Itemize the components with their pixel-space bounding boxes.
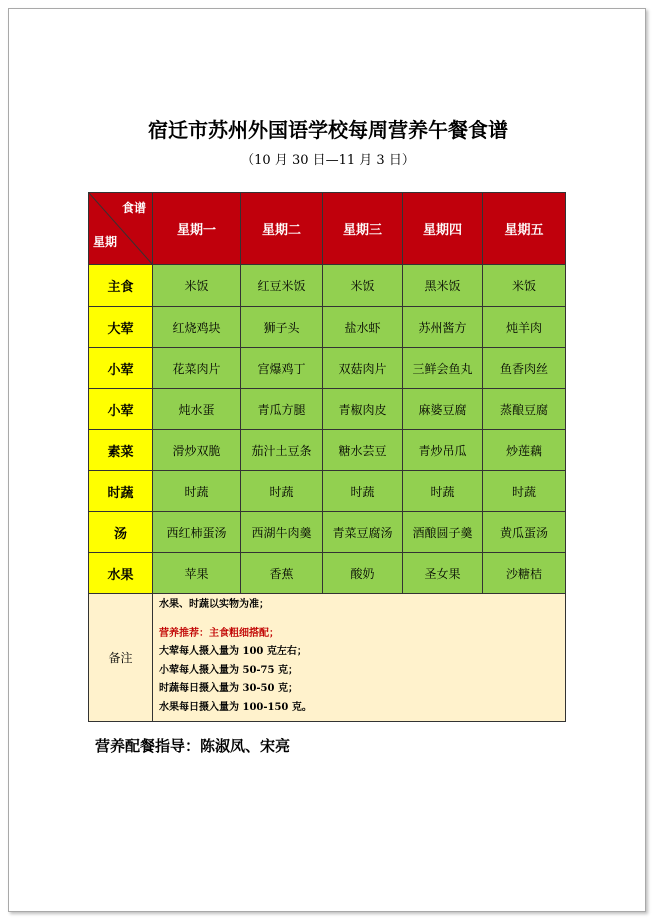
note-line: 水果、时蔬以实物为准； xyxy=(159,599,269,610)
row-label: 小荤 xyxy=(89,348,153,389)
menu-cell: 青炒吊瓜 xyxy=(403,430,483,471)
menu-cell: 宫爆鸡丁 xyxy=(241,348,323,389)
menu-cell: 糖水芸豆 xyxy=(323,430,403,471)
menu-cell: 红豆米饭 xyxy=(241,265,323,307)
note-line: 大荤每人摄入量为 100 克左右； xyxy=(159,646,307,657)
table-row xyxy=(89,265,566,307)
menu-cell: 炒莲藕 xyxy=(483,430,566,471)
row-label: 汤 xyxy=(89,512,153,553)
menu-cell: 盐水虾 xyxy=(323,307,403,348)
table-row xyxy=(89,512,566,553)
menu-cell: 炖羊肉 xyxy=(483,307,566,348)
menu-cell: 青菜豆腐汤 xyxy=(323,512,403,553)
menu-cell: 时蔬 xyxy=(153,471,241,512)
menu-cell: 炖水蛋 xyxy=(153,389,241,430)
row-label: 主食 xyxy=(89,265,153,307)
row-label: 大荤 xyxy=(89,307,153,348)
notes-label: 备注 xyxy=(89,594,153,722)
menu-cell: 时蔬 xyxy=(323,471,403,512)
note-spacer xyxy=(159,615,559,625)
menu-cell: 苏州酱方 xyxy=(403,307,483,348)
menu-cell: 黑米饭 xyxy=(403,265,483,307)
row-label: 素菜 xyxy=(89,430,153,471)
row-label: 小荤 xyxy=(89,389,153,430)
menu-cell: 沙糖桔 xyxy=(483,553,566,594)
menu-cell: 麻婆豆腐 xyxy=(403,389,483,430)
corner-label-weekday: 星期 xyxy=(93,235,118,249)
menu-cell: 米饭 xyxy=(153,265,241,307)
note-line: 时蔬每日摄入量为 30-50 克； xyxy=(159,683,298,694)
menu-cell: 圣女果 xyxy=(403,553,483,594)
menu-cell: 青椒肉皮 xyxy=(323,389,403,430)
table-row xyxy=(89,389,566,430)
corner-cell xyxy=(89,193,153,265)
page-title: 宿迁市苏州外国语学校每周营养午餐食谱 xyxy=(148,118,508,142)
note-line-recommendation: 营养推荐：主食粗细搭配； xyxy=(159,627,279,639)
day-header: 星期二 xyxy=(241,193,323,265)
notes-row xyxy=(89,594,566,722)
menu-cell: 黄瓜蛋汤 xyxy=(483,512,566,553)
day-header: 星期一 xyxy=(153,193,241,265)
notes-content xyxy=(153,594,566,722)
menu-cell: 时蔬 xyxy=(241,471,323,512)
nutrition-guidance-credit: 营养配餐指导：陈淑凤、宋亮 xyxy=(95,737,291,755)
corner-label-menu: 食谱 xyxy=(121,201,146,215)
menu-cell: 滑炒双脆 xyxy=(153,430,241,471)
note-line: 水果每日摄入量为 100-150 克。 xyxy=(159,701,312,713)
table-row xyxy=(89,430,566,471)
menu-cell: 时蔬 xyxy=(483,471,566,512)
menu-cell: 米饭 xyxy=(483,265,566,307)
day-header: 星期三 xyxy=(323,193,403,265)
menu-cell: 鱼香肉丝 xyxy=(483,348,566,389)
menu-cell: 酸奶 xyxy=(323,553,403,594)
row-label: 水果 xyxy=(89,553,153,594)
menu-cell: 双菇肉片 xyxy=(323,348,403,389)
menu-cell: 米饭 xyxy=(323,265,403,307)
menu-cell: 西湖牛肉羹 xyxy=(241,512,323,553)
note-line: 小荤每人摄入量为 50-75 克； xyxy=(159,664,298,676)
row-label: 时蔬 xyxy=(89,471,153,512)
menu-cell: 红烧鸡块 xyxy=(153,307,241,348)
menu-cell: 狮子头 xyxy=(241,307,323,348)
menu-cell: 苹果 xyxy=(153,553,241,594)
table-row xyxy=(89,348,566,389)
menu-cell: 青瓜方腿 xyxy=(241,389,323,430)
menu-cell: 花菜肉片 xyxy=(153,348,241,389)
menu-cell: 蒸酿豆腐 xyxy=(483,389,566,430)
menu-cell: 酒酿圆子羹 xyxy=(403,512,483,553)
menu-cell: 时蔬 xyxy=(403,471,483,512)
day-header: 星期四 xyxy=(403,193,483,265)
date-range: （10 月 30 日—11 月 3 日） xyxy=(241,153,415,168)
menu-cell: 香蕉 xyxy=(241,553,323,594)
table-row xyxy=(89,471,566,512)
table-row xyxy=(89,553,566,594)
table-row xyxy=(89,307,566,348)
day-header: 星期五 xyxy=(483,193,566,265)
lunch-menu-table xyxy=(88,192,566,722)
menu-cell: 三鲜会鱼丸 xyxy=(403,348,483,389)
header-row xyxy=(89,193,566,265)
menu-cell: 西红柿蛋汤 xyxy=(153,512,241,553)
menu-cell: 茄汁土豆条 xyxy=(241,430,323,471)
